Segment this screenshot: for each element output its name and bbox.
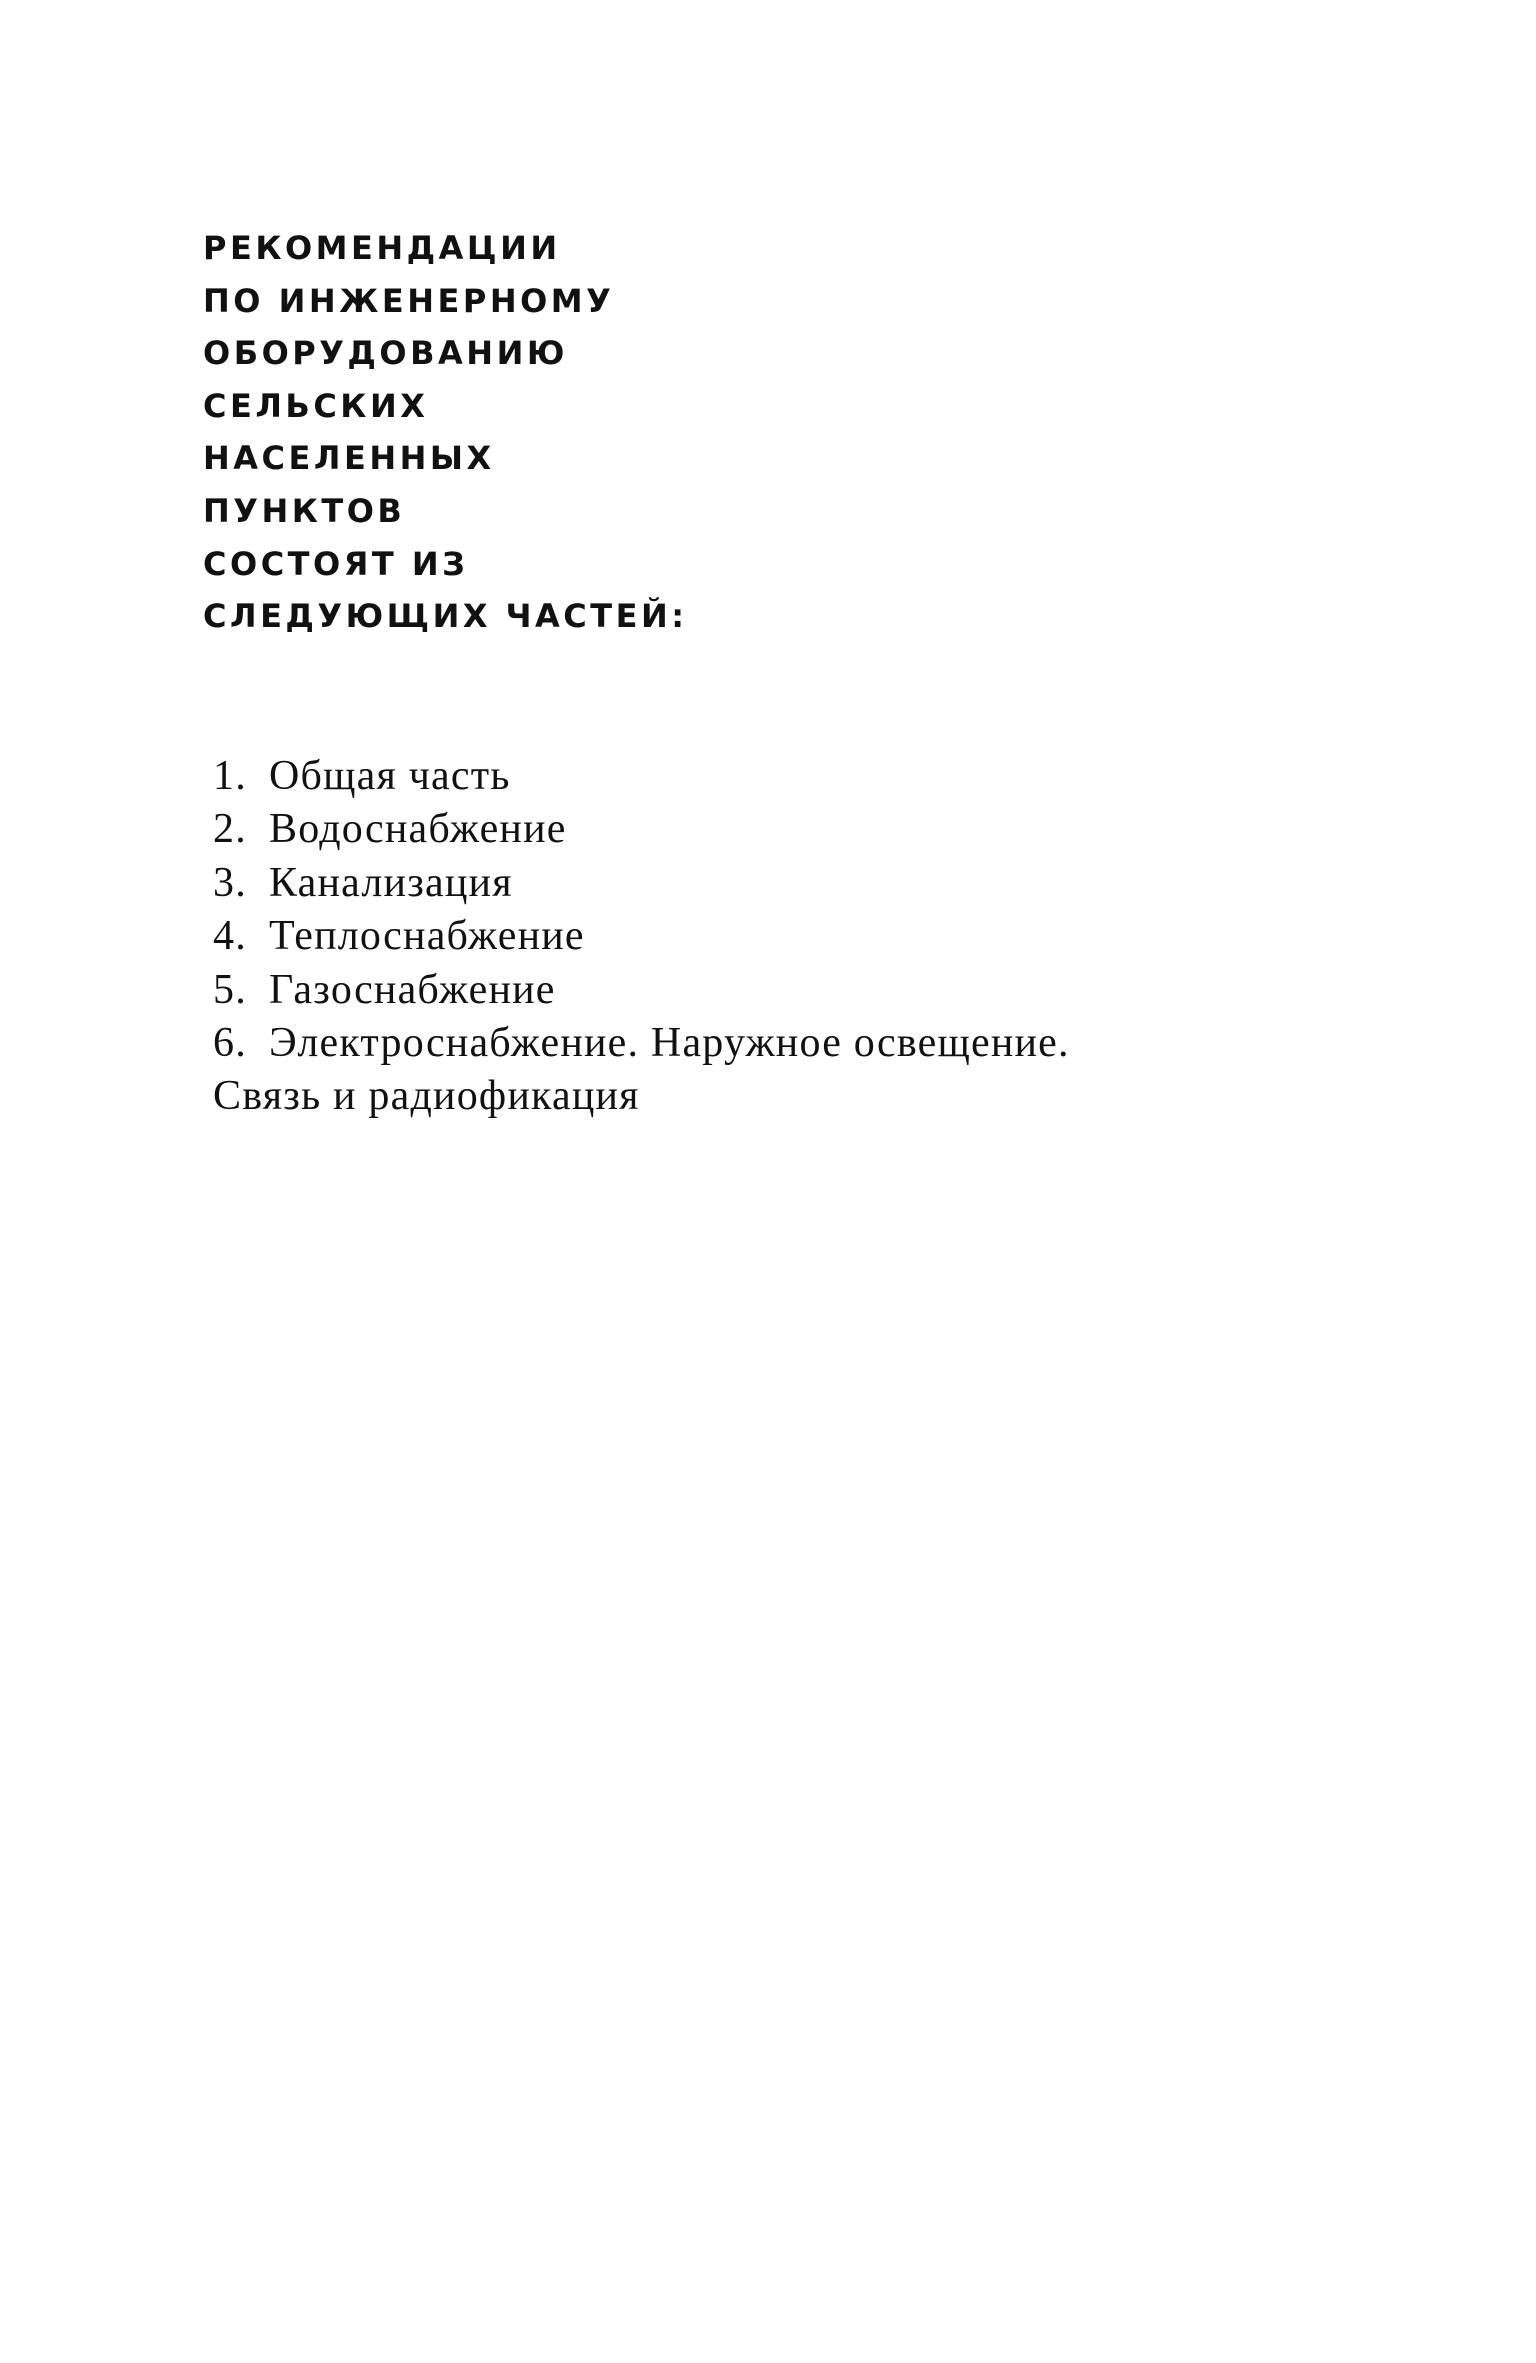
item-number: 5. (213, 966, 247, 1013)
item-number: 6. (213, 1019, 247, 1066)
item-number: 4. (213, 913, 247, 960)
item-title: Водоснабжение (269, 806, 567, 853)
item-title: Общая часть (269, 753, 511, 799)
item-title: Электроснабжение. Наружное освещение. (269, 1019, 1070, 1066)
title-heading (203, 222, 1103, 643)
heading-line: ОБОРУДОВАНИЮ (203, 334, 568, 373)
list-item (213, 964, 1413, 1017)
heading-line: ПУНКТОВ (203, 491, 406, 530)
list-item (213, 803, 1413, 856)
item-number: 2. (213, 806, 247, 853)
item-number: 3. (213, 859, 247, 906)
list-item (213, 750, 1413, 803)
item-number: 1. (213, 753, 247, 799)
list-item (213, 857, 1413, 910)
contents-list (213, 750, 1413, 1124)
item-title: Теплоснабжение (269, 913, 585, 960)
heading-line: ПО ИНЖЕНЕРНОМУ (203, 281, 615, 320)
heading-line: НАСЕЛЕННЫХ (203, 439, 495, 478)
item-title: Канализация (269, 859, 513, 906)
item-title: Газоснабжение (269, 966, 556, 1013)
heading-line: СЕЛЬСКИХ (203, 386, 429, 425)
heading-line: СОСТОЯТ ИЗ (203, 544, 469, 583)
list-item (213, 1017, 1413, 1070)
list-item-continuation: Связь и радиофикация (213, 1073, 640, 1120)
list-item (213, 910, 1413, 963)
heading-line: СЛЕДУЮЩИХ ЧАСТЕЙ: (203, 597, 688, 636)
heading-line: РЕКОМЕНДАЦИИ (203, 229, 561, 267)
